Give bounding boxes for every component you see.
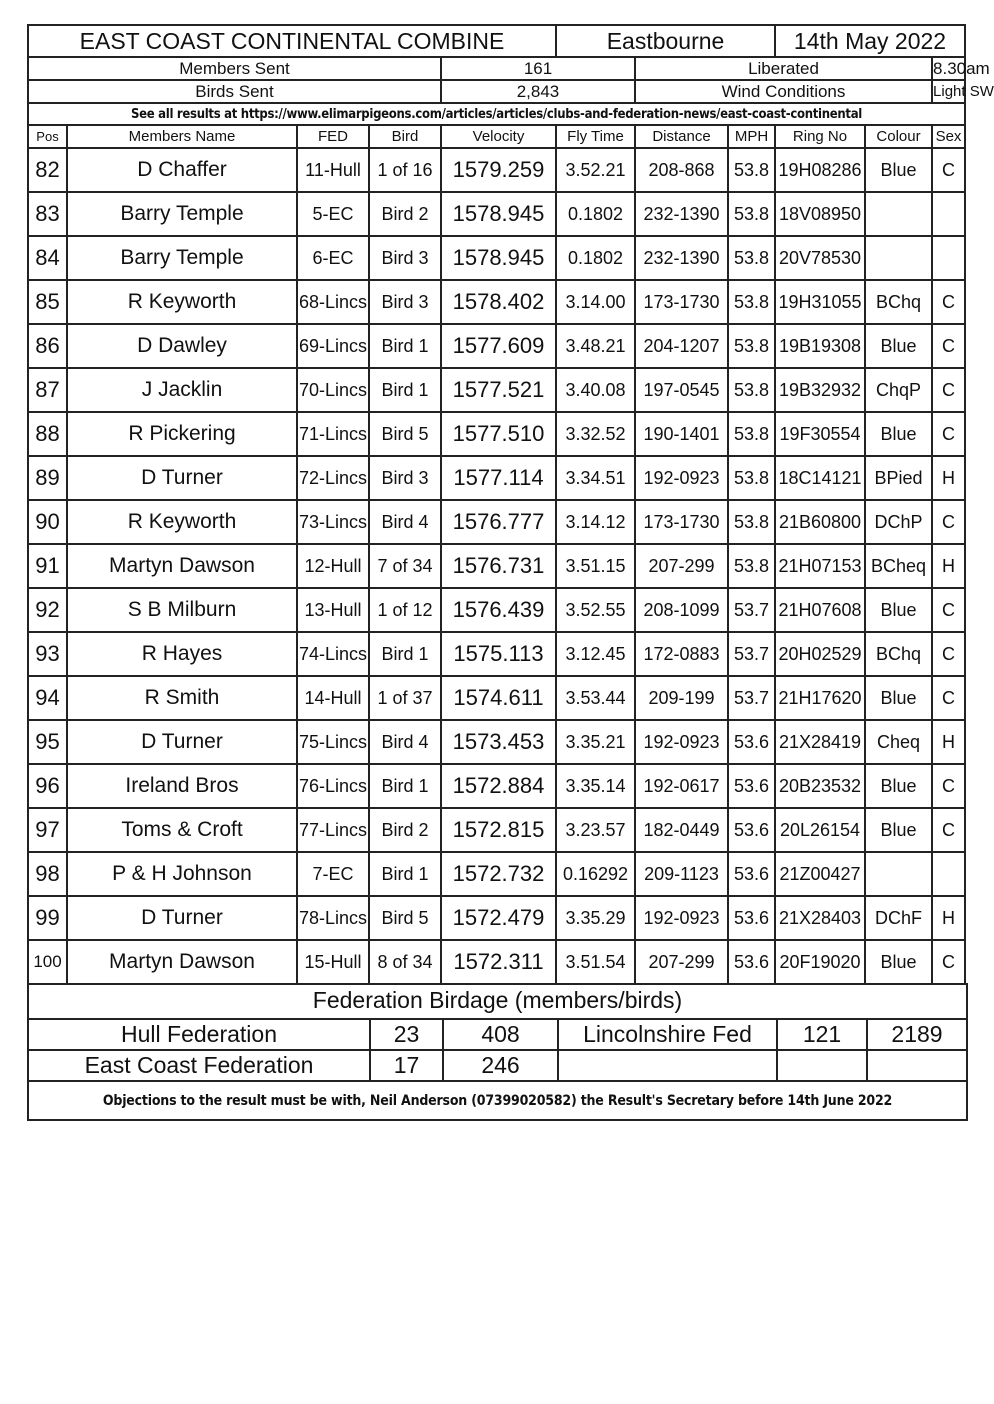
distance-cell: 182-0449 xyxy=(635,808,728,852)
ring-no-cell: 20B23532 xyxy=(775,764,865,808)
bird-cell: 1 of 37 xyxy=(369,676,441,720)
results-link-row xyxy=(28,103,965,125)
ec-fed-birds: 246 xyxy=(443,1050,558,1081)
ring-no-cell: 19H31055 xyxy=(775,280,865,324)
bird-cell: Bird 5 xyxy=(369,896,441,940)
result-row xyxy=(28,720,965,764)
fly-time-cell: 3.52.55 xyxy=(556,588,635,632)
birdage-title-row xyxy=(28,983,967,1019)
colour-cell: BChq xyxy=(865,280,932,324)
result-row xyxy=(28,544,965,588)
velocity-cell: 1572.732 xyxy=(441,852,556,896)
result-row xyxy=(28,412,965,456)
mph-cell: 53.8 xyxy=(728,148,775,192)
fed-cell: 15-Hull xyxy=(297,940,369,984)
fly-time-cell: 3.40.08 xyxy=(556,368,635,412)
pos-cell: 95 xyxy=(28,720,67,764)
pos-cell: 86 xyxy=(28,324,67,368)
result-row xyxy=(28,236,965,280)
member-name-cell: R Keyworth xyxy=(67,500,297,544)
empty-cell xyxy=(777,1050,867,1081)
col-sex-header: Sex xyxy=(932,125,965,148)
results-sheet xyxy=(27,24,994,985)
ring-no-cell: 19H08286 xyxy=(775,148,865,192)
member-name-cell: Barry Temple xyxy=(67,236,297,280)
distance-cell: 197-0545 xyxy=(635,368,728,412)
pos-cell: 99 xyxy=(28,896,67,940)
velocity-cell: 1579.259 xyxy=(441,148,556,192)
result-row xyxy=(28,632,965,676)
velocity-cell: 1575.113 xyxy=(441,632,556,676)
ring-no-cell: 20L26154 xyxy=(775,808,865,852)
mph-cell: 53.8 xyxy=(728,192,775,236)
col-name-header: Members Name xyxy=(67,125,297,148)
fed-cell: 76-Lincs xyxy=(297,764,369,808)
hull-fed-label: Hull Federation xyxy=(28,1019,370,1050)
distance-cell: 208-868 xyxy=(635,148,728,192)
bird-cell: Bird 1 xyxy=(369,764,441,808)
member-name-cell: D Chaffer xyxy=(67,148,297,192)
sex-cell: C xyxy=(932,412,965,456)
sex-cell: H xyxy=(932,544,965,588)
race-date: 14th May 2022 xyxy=(775,25,965,57)
lincs-fed-members: 121 xyxy=(777,1019,867,1050)
result-row xyxy=(28,280,965,324)
fed-cell: 6-EC xyxy=(297,236,369,280)
pos-cell: 100 xyxy=(28,940,67,984)
hull-fed-birds: 408 xyxy=(443,1019,558,1050)
mph-cell: 53.7 xyxy=(728,588,775,632)
fed-cell: 72-Lincs xyxy=(297,456,369,500)
distance-cell: 173-1730 xyxy=(635,500,728,544)
ring-no-cell: 21X28403 xyxy=(775,896,865,940)
mph-cell: 53.8 xyxy=(728,544,775,588)
fed-cell: 69-Lincs xyxy=(297,324,369,368)
mph-cell: 53.6 xyxy=(728,896,775,940)
birds-row xyxy=(28,80,965,103)
pos-cell: 83 xyxy=(28,192,67,236)
col-fed-header: FED xyxy=(297,125,369,148)
mph-cell: 53.8 xyxy=(728,280,775,324)
fed-cell: 14-Hull xyxy=(297,676,369,720)
result-row xyxy=(28,500,965,544)
fly-time-cell: 3.12.45 xyxy=(556,632,635,676)
colour-cell: Blue xyxy=(865,324,932,368)
liberated-label: Liberated xyxy=(635,57,932,80)
pos-cell: 91 xyxy=(28,544,67,588)
sex-cell: C xyxy=(932,940,965,984)
velocity-cell: 1573.453 xyxy=(441,720,556,764)
member-name-cell: D Turner xyxy=(67,456,297,500)
distance-cell: 192-0923 xyxy=(635,456,728,500)
bird-cell: Bird 1 xyxy=(369,632,441,676)
wind-label: Wind Conditions xyxy=(635,80,932,103)
result-row xyxy=(28,148,965,192)
colour-cell: Blue xyxy=(865,764,932,808)
fly-time-cell: 3.51.54 xyxy=(556,940,635,984)
ring-no-cell: 21B60800 xyxy=(775,500,865,544)
bird-cell: Bird 4 xyxy=(369,500,441,544)
sex-cell: C xyxy=(932,588,965,632)
fly-time-cell: 3.51.15 xyxy=(556,544,635,588)
ring-no-cell: 20H02529 xyxy=(775,632,865,676)
velocity-cell: 1576.777 xyxy=(441,500,556,544)
bird-cell: 7 of 34 xyxy=(369,544,441,588)
distance-cell: 192-0923 xyxy=(635,720,728,764)
sex-cell: C xyxy=(932,280,965,324)
mph-cell: 53.8 xyxy=(728,456,775,500)
result-row xyxy=(28,192,965,236)
empty-cell xyxy=(867,1050,967,1081)
fly-time-cell: 3.23.57 xyxy=(556,808,635,852)
fed-cell: 12-Hull xyxy=(297,544,369,588)
distance-cell: 204-1207 xyxy=(635,324,728,368)
member-name-cell: R Keyworth xyxy=(67,280,297,324)
bird-cell: Bird 3 xyxy=(369,280,441,324)
ring-no-cell: 20V78530 xyxy=(775,236,865,280)
pos-cell: 94 xyxy=(28,676,67,720)
distance-cell: 207-299 xyxy=(635,940,728,984)
velocity-cell: 1577.609 xyxy=(441,324,556,368)
colour-cell: BChq xyxy=(865,632,932,676)
ring-no-cell: 21Z00427 xyxy=(775,852,865,896)
colour-cell: Blue xyxy=(865,588,932,632)
result-row xyxy=(28,896,965,940)
sex-cell: C xyxy=(932,632,965,676)
ring-no-cell: 20F19020 xyxy=(775,940,865,984)
member-name-cell: J Jacklin xyxy=(67,368,297,412)
fly-time-cell: 3.14.12 xyxy=(556,500,635,544)
bird-cell: 1 of 16 xyxy=(369,148,441,192)
pos-cell: 96 xyxy=(28,764,67,808)
result-row xyxy=(28,852,965,896)
fly-time-cell: 3.35.29 xyxy=(556,896,635,940)
objections-note: Objections to the result must be with, Neil Anderson (07399020582) the Result's Secretary before 14th June 2022 xyxy=(28,1081,967,1120)
result-row xyxy=(28,764,965,808)
fly-time-cell: 3.48.21 xyxy=(556,324,635,368)
mph-cell: 53.6 xyxy=(728,764,775,808)
pos-cell: 97 xyxy=(28,808,67,852)
member-name-cell: R Smith xyxy=(67,676,297,720)
fed-cell: 5-EC xyxy=(297,192,369,236)
empty-cell xyxy=(558,1050,777,1081)
ring-no-cell: 19F30554 xyxy=(775,412,865,456)
result-row xyxy=(28,808,965,852)
velocity-cell: 1578.945 xyxy=(441,192,556,236)
fly-time-cell: 3.53.44 xyxy=(556,676,635,720)
member-name-cell: S B Milburn xyxy=(67,588,297,632)
member-name-cell: Barry Temple xyxy=(67,192,297,236)
fly-time-cell: 0.16292 xyxy=(556,852,635,896)
fly-time-cell: 3.34.51 xyxy=(556,456,635,500)
colour-cell xyxy=(865,192,932,236)
distance-cell: 173-1730 xyxy=(635,280,728,324)
member-name-cell: D Turner xyxy=(67,720,297,764)
members-sent-value: 161 xyxy=(441,57,635,80)
sex-cell xyxy=(932,236,965,280)
colour-cell: DChF xyxy=(865,896,932,940)
sex-cell: C xyxy=(932,148,965,192)
sex-cell: H xyxy=(932,720,965,764)
fly-time-cell: 3.35.21 xyxy=(556,720,635,764)
bird-cell: Bird 2 xyxy=(369,808,441,852)
velocity-cell: 1572.311 xyxy=(441,940,556,984)
birdage-row-1 xyxy=(28,1019,967,1050)
velocity-cell: 1576.439 xyxy=(441,588,556,632)
velocity-cell: 1572.815 xyxy=(441,808,556,852)
col-ringno-header: Ring No xyxy=(775,125,865,148)
distance-cell: 172-0883 xyxy=(635,632,728,676)
bird-cell: Bird 1 xyxy=(369,368,441,412)
sex-cell: C xyxy=(932,500,965,544)
distance-cell: 209-199 xyxy=(635,676,728,720)
ring-no-cell: 19B19308 xyxy=(775,324,865,368)
sex-cell: C xyxy=(932,324,965,368)
velocity-cell: 1572.479 xyxy=(441,896,556,940)
colour-cell: Cheq xyxy=(865,720,932,764)
pos-cell: 90 xyxy=(28,500,67,544)
bird-cell: Bird 5 xyxy=(369,412,441,456)
member-name-cell: D Dawley xyxy=(67,324,297,368)
fly-time-cell: 3.14.00 xyxy=(556,280,635,324)
members-sent-label: Members Sent xyxy=(28,57,441,80)
objections-row xyxy=(28,1081,967,1120)
result-row xyxy=(28,588,965,632)
birds-sent-value: 2,843 xyxy=(441,80,635,103)
pos-cell: 87 xyxy=(28,368,67,412)
fed-cell: 7-EC xyxy=(297,852,369,896)
col-distance-header: Distance xyxy=(635,125,728,148)
birdage-title: Federation Birdage (members/birds) xyxy=(28,983,967,1019)
wind-value: Light SW xyxy=(932,80,965,103)
mph-cell: 53.6 xyxy=(728,852,775,896)
sex-cell: H xyxy=(932,456,965,500)
bird-cell: Bird 1 xyxy=(369,852,441,896)
colour-cell xyxy=(865,236,932,280)
col-flytime-header: Fly Time xyxy=(556,125,635,148)
fed-cell: 74-Lincs xyxy=(297,632,369,676)
member-name-cell: P & H Johnson xyxy=(67,852,297,896)
col-colour-header: Colour xyxy=(865,125,932,148)
distance-cell: 209-1123 xyxy=(635,852,728,896)
fed-cell: 68-Lincs xyxy=(297,280,369,324)
ring-no-cell: 21H07608 xyxy=(775,588,865,632)
fed-cell: 70-Lincs xyxy=(297,368,369,412)
fly-time-cell: 3.35.14 xyxy=(556,764,635,808)
colour-cell xyxy=(865,852,932,896)
distance-cell: 207-299 xyxy=(635,544,728,588)
member-name-cell: Martyn Dawson xyxy=(67,940,297,984)
fed-cell: 78-Lincs xyxy=(297,896,369,940)
ec-fed-members: 17 xyxy=(370,1050,443,1081)
mph-cell: 53.6 xyxy=(728,720,775,764)
velocity-cell: 1578.402 xyxy=(441,280,556,324)
bird-cell: Bird 3 xyxy=(369,456,441,500)
fed-cell: 13-Hull xyxy=(297,588,369,632)
federation-birdage-table xyxy=(27,983,968,1121)
sex-cell: C xyxy=(932,368,965,412)
fed-cell: 71-Lincs xyxy=(297,412,369,456)
sex-cell xyxy=(932,852,965,896)
mph-cell: 53.8 xyxy=(728,500,775,544)
pos-cell: 82 xyxy=(28,148,67,192)
result-row xyxy=(28,324,965,368)
velocity-cell: 1572.884 xyxy=(441,764,556,808)
column-header-row xyxy=(28,125,965,148)
colour-cell: Blue xyxy=(865,148,932,192)
title-row xyxy=(28,25,965,57)
distance-cell: 208-1099 xyxy=(635,588,728,632)
result-row xyxy=(28,676,965,720)
lincs-fed-birds: 2189 xyxy=(867,1019,967,1050)
pos-cell: 88 xyxy=(28,412,67,456)
member-name-cell: Toms & Croft xyxy=(67,808,297,852)
velocity-cell: 1574.611 xyxy=(441,676,556,720)
col-bird-header: Bird xyxy=(369,125,441,148)
sex-cell: C xyxy=(932,808,965,852)
birds-sent-label: Birds Sent xyxy=(28,80,441,103)
colour-cell: BPied xyxy=(865,456,932,500)
col-pos-header: Pos xyxy=(28,125,67,148)
pos-cell: 89 xyxy=(28,456,67,500)
colour-cell: BCheq xyxy=(865,544,932,588)
mph-cell: 53.7 xyxy=(728,676,775,720)
bird-cell: 8 of 34 xyxy=(369,940,441,984)
hull-fed-members: 23 xyxy=(370,1019,443,1050)
bird-cell: Bird 4 xyxy=(369,720,441,764)
colour-cell: Blue xyxy=(865,940,932,984)
member-name-cell: R Pickering xyxy=(67,412,297,456)
distance-cell: 232-1390 xyxy=(635,236,728,280)
fed-cell: 11-Hull xyxy=(297,148,369,192)
colour-cell: Blue xyxy=(865,412,932,456)
velocity-cell: 1576.731 xyxy=(441,544,556,588)
mph-cell: 53.8 xyxy=(728,412,775,456)
colour-cell: Blue xyxy=(865,676,932,720)
pos-cell: 92 xyxy=(28,588,67,632)
pos-cell: 98 xyxy=(28,852,67,896)
birdage-row-2 xyxy=(28,1050,967,1081)
ring-no-cell: 19B32932 xyxy=(775,368,865,412)
mph-cell: 53.7 xyxy=(728,632,775,676)
result-row xyxy=(28,940,965,984)
pos-cell: 93 xyxy=(28,632,67,676)
distance-cell: 232-1390 xyxy=(635,192,728,236)
pos-cell: 85 xyxy=(28,280,67,324)
mph-cell: 53.6 xyxy=(728,940,775,984)
bird-cell: Bird 2 xyxy=(369,192,441,236)
fly-time-cell: 0.1802 xyxy=(556,236,635,280)
sex-cell: H xyxy=(932,896,965,940)
mph-cell: 53.8 xyxy=(728,368,775,412)
sex-cell xyxy=(932,192,965,236)
member-name-cell: D Turner xyxy=(67,896,297,940)
ring-no-cell: 21H17620 xyxy=(775,676,865,720)
pos-cell: 84 xyxy=(28,236,67,280)
mph-cell: 53.6 xyxy=(728,808,775,852)
distance-cell: 192-0923 xyxy=(635,896,728,940)
bird-cell: Bird 3 xyxy=(369,236,441,280)
colour-cell: Blue xyxy=(865,808,932,852)
col-mph-header: MPH xyxy=(728,125,775,148)
distance-cell: 192-0617 xyxy=(635,764,728,808)
velocity-cell: 1577.521 xyxy=(441,368,556,412)
sheet-title: EAST COAST CONTINENTAL COMBINE xyxy=(28,25,556,57)
ring-no-cell: 18C14121 xyxy=(775,456,865,500)
col-velocity-header: Velocity xyxy=(441,125,556,148)
bird-cell: Bird 1 xyxy=(369,324,441,368)
sex-cell: C xyxy=(932,676,965,720)
fly-time-cell: 0.1802 xyxy=(556,192,635,236)
liberated-value: 8.30am xyxy=(932,57,965,80)
colour-cell: ChqP xyxy=(865,368,932,412)
distance-cell: 190-1401 xyxy=(635,412,728,456)
fly-time-cell: 3.52.21 xyxy=(556,148,635,192)
members-row xyxy=(28,57,965,80)
mph-cell: 53.8 xyxy=(728,324,775,368)
ring-no-cell: 21X28419 xyxy=(775,720,865,764)
fed-cell: 73-Lincs xyxy=(297,500,369,544)
fed-cell: 75-Lincs xyxy=(297,720,369,764)
race-location: Eastbourne xyxy=(556,25,775,57)
bird-cell: 1 of 12 xyxy=(369,588,441,632)
sex-cell: C xyxy=(932,764,965,808)
ring-no-cell: 21H07153 xyxy=(775,544,865,588)
member-name-cell: Ireland Bros xyxy=(67,764,297,808)
member-name-cell: R Hayes xyxy=(67,632,297,676)
fed-cell: 77-Lincs xyxy=(297,808,369,852)
member-name-cell: Martyn Dawson xyxy=(67,544,297,588)
colour-cell: DChP xyxy=(865,500,932,544)
result-row xyxy=(28,456,965,500)
fly-time-cell: 3.32.52 xyxy=(556,412,635,456)
lincs-fed-label: Lincolnshire Fed xyxy=(558,1019,777,1050)
velocity-cell: 1577.114 xyxy=(441,456,556,500)
velocity-cell: 1578.945 xyxy=(441,236,556,280)
result-row xyxy=(28,368,965,412)
ring-no-cell: 18V08950 xyxy=(775,192,865,236)
velocity-cell: 1577.510 xyxy=(441,412,556,456)
results-link[interactable]: See all results at https://www.elimarpigeons.com/articles/articles/clubs-and-federation-news/east-coast-continental xyxy=(28,103,965,125)
mph-cell: 53.8 xyxy=(728,236,775,280)
ec-fed-label: East Coast Federation xyxy=(28,1050,370,1081)
